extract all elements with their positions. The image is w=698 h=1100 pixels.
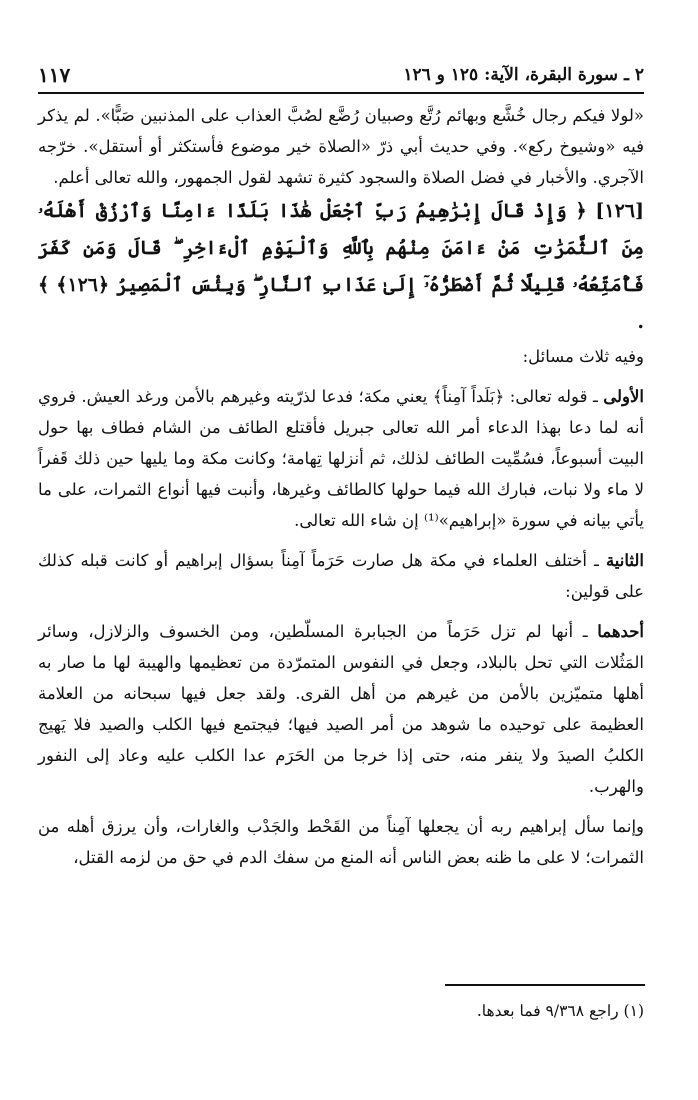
quran-verse	[38, 193, 644, 341]
opinion-first-text: ـ أنها لم تزل حَرَماً من الجبابرة المسلّطين، ومن الخسوف والزلازل، وسائر المَثُلات التي تحل بالبلاد، وجعل في النفوس المتمرّدة من تعظيمها والهيبة لها ما صار به أهلها متميّزين بالأمن من غيرهم من أهل القرى. ولقد جعل فيها سبحانه من العلامة العظيمة على توحيده ما شوهد من أمر الصيد فيها؛ فيجتمع فيها الكلب والصيد فلا يَهيج الكلبُ الصيدَ ولا ينفر منه، حتى إذا خرجا من الحَرَم عدا الكلب عليه وعاد إلى النفور والهرب.	[38, 622, 644, 796]
issues-intro: وفيه ثلاث مسائل:	[522, 347, 644, 366]
issue-second-text: ـ أختلف العلماء في مكة هل صارت حَرَماً آمِناً بسؤال إبراهيم أو كانت قبله كذلك على قولين:	[38, 551, 644, 601]
opinion-first-heading: أحدهما	[597, 622, 644, 641]
issue-second-heading: الثانية	[605, 551, 644, 570]
opinion-first	[38, 616, 644, 802]
page-number: ١١٧	[38, 63, 71, 87]
verse-text: ﴿ وَإِذْ قَالَ إِبْرَٰهِيمُ رَبِّ ٱجْعَلْ هَٰذَا بَلَدًا ءَامِنًا وَٱرْزُقْ أَهْلَهُۥ مِنَ ٱلثَّمَرَٰتِ مَنْ ءَامَنَ مِنْهُم بِٱللَّهِ وَٱلْيَوْمِ ٱلْءَاخِرِ ۖ قَالَ وَمَن كَفَرَ فَأُمَتِّعُهُۥ قَلِيلًا ثُمَّ أَضْطَرُّهُۥٓ إِلَىٰ عَذَابِ ٱلنَّارِ ۖ وَبِئْسَ ٱلْمَصِيرُ ﴿١٢٦﴾ ﴾ .	[38, 200, 644, 333]
running-title: ٢ ـ سورة البقرة، الآية: ١٢٥ و ١٢٦	[403, 65, 644, 85]
paragraph-hadith: «لولا فيكم رجال خُشَّع وبهائم رُتَّع وصبيان رُضَّع لصُبَّ العذاب على المذنبين صَبًّا». لم يذكر فيه «وشيوخ ركع». وفي حديث أبي ذرّ «الصلاة خير موضوع فأستكثر أو أستقل». خرّجه الآجري. والأخبار في فضل الصلاة والسجود كثيرة تشهد لقول الجمهور، والله تعالى أعلم.	[38, 106, 644, 187]
issue-second	[38, 545, 644, 607]
page-body	[38, 100, 644, 873]
footnote: (١) راجع ٩/٣٦٨ فما بعدها.	[476, 1002, 644, 1020]
paragraph-closing: وإنما سأل إبراهيم ربه أن يجعلها آمِناً من القَحْط والجَدْب والغارات، وأن يرزق أهله من الثمرات؛ لا على ما ظنه بعض الناس أنه المنع من سفك الدم في حق من لزمه القتل،	[38, 817, 644, 867]
issue-first	[38, 381, 644, 536]
footnote-divider	[445, 984, 645, 986]
verse-number: [١٢٦]	[595, 200, 644, 222]
page-header	[38, 58, 644, 94]
issue-first-heading: الأولى	[603, 387, 644, 406]
issue-first-text: ـ قوله تعالى: ﴿بَلَداً آمِناً﴾ يعني مكة؛ فدعا لذرّيته وغيرهم بالأمن ورغد العيش. فروي أنه لما دعا بهذا الدعاء أمر الله تعالى جبريل فأقتلع الطائف من الشام فطاف بها حول البيت أسبوعاً، فسُمِّيت الطائف لذلك، ثم أنزلها تِهامة؛ وكانت مكة وما يليها حين ذلك قَفراً لا ماء ولا نبات، فبارك الله فيما حولها كالطائف وغيرها، وأنبت فيها أنواع الثمرات، على ما يأتي بيانه في سورة «إبراهيم»⁽¹⁾ إن شاء الله تعالى.	[38, 387, 644, 530]
